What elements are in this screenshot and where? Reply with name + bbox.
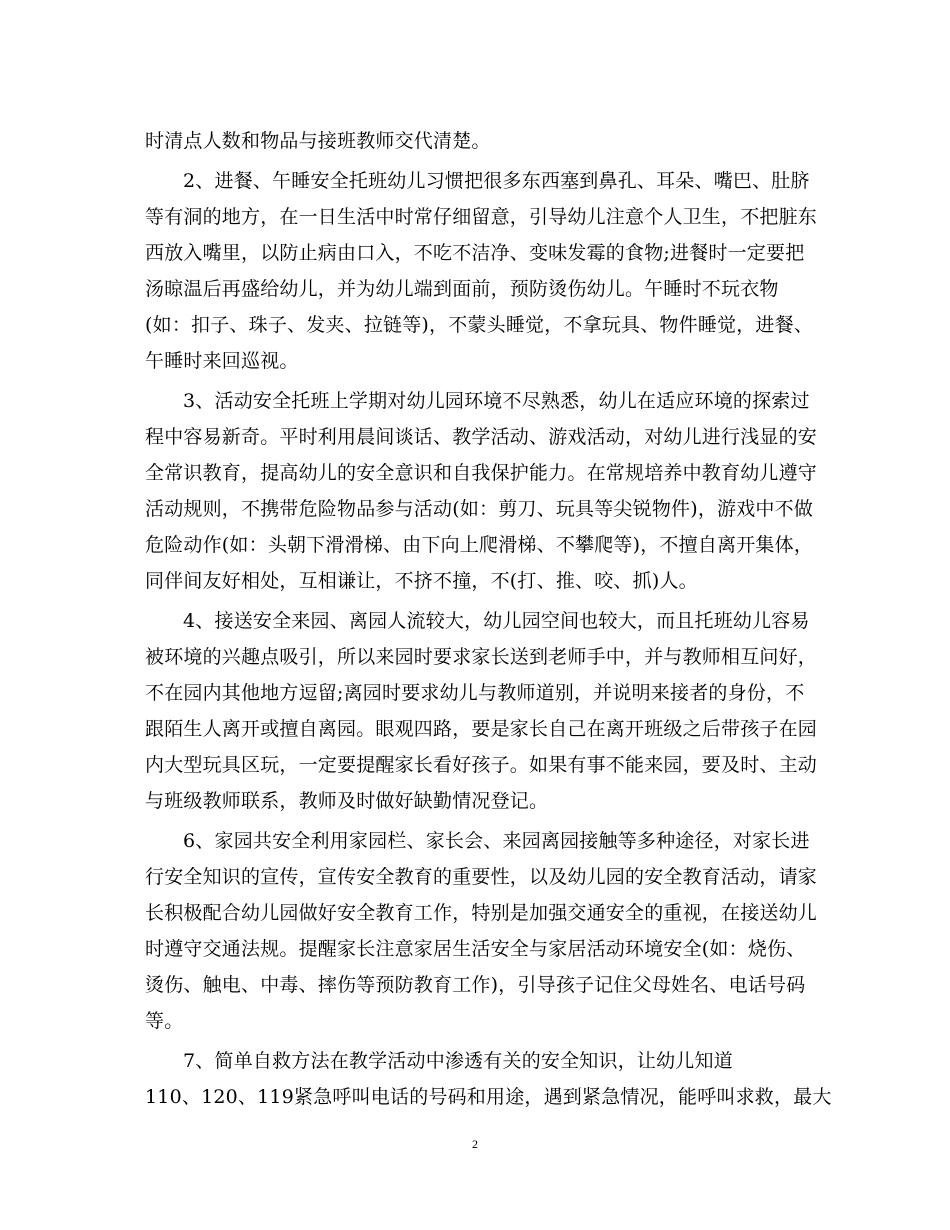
text-line: (如：扣子、珠子、发夹、拉链等)，不蒙头睡觉，不拿玩具、物件睡觉，进餐、 xyxy=(145,314,814,336)
text-line: 长积极配合幼儿园做好安全教育工作，特别是加强交通安全的重视，在接送幼儿 xyxy=(145,902,818,924)
page-number: 2 xyxy=(472,1137,478,1151)
text-line: 不在园内其他地方逗留;离园时要求幼儿与教师道别，并说明来接者的身份，不 xyxy=(145,682,805,704)
text-line: 程中容易新奇。平时利用晨间谈话、教学活动、游戏活动，对幼儿进行浅显的安 xyxy=(145,426,818,448)
text-line: 内大型玩具区玩，一定要提醒家长看好孩子。如果有事不能来园，要及时、主动 xyxy=(145,754,818,776)
text-line: 被环境的兴趣点吸引，所以来园时要求家长送到老师手中，并与教师相互问好， xyxy=(145,646,818,668)
text-line: 行安全知识的宣传，宣传安全教育的重要性，以及幼儿园的安全教育活动，请家 xyxy=(145,866,818,888)
text-line: 110、120、119紧急呼叫电话的号码和用途，遇到紧急情况，能呼叫求救，最大 xyxy=(145,1086,832,1108)
text-line: 7、简单自救方法在教学活动中渗透有关的安全知识，让幼儿知道 xyxy=(183,1050,733,1072)
text-line: 时遵守交通法规。提醒家长注意家居生活安全与家居活动环境安全(如：烧伤、 xyxy=(145,938,806,960)
text-line: 西放入嘴里，以防止病由口入，不吃不洁净、变味发霉的食物;进餐时一定要把 xyxy=(145,242,805,264)
text-line: 4、接送安全来园、离园人流较大，幼儿园空间也较大，而且托班幼儿容易 xyxy=(183,610,810,632)
text-line: 与班级教师联系，教师及时做好缺勤情况登记。 xyxy=(145,790,549,812)
text-line: 午睡时来回巡视。 xyxy=(145,350,299,372)
text-line: 时清点人数和物品与接班教师交代清楚。 xyxy=(145,130,491,152)
text-line: 汤晾温后再盛给幼儿，并为幼儿端到面前，预防烫伤幼儿。午睡时不玩衣物 xyxy=(145,278,779,300)
text-line: 全常识教育，提高幼儿的安全意识和自我保护能力。在常规培养中教育幼儿遵守 xyxy=(145,462,818,484)
text-line: 2、进餐、午睡安全托班幼儿习惯把很多东西塞到鼻孔、耳朵、嘴巴、肚脐 xyxy=(183,170,810,192)
text-line: 烫伤、触电、中毒、摔伤等预防教育工作)，引导孩子记住父母姓名、电话号码 xyxy=(145,974,806,996)
text-line: 6、家园共安全利用家园栏、家长会、来园离园接触等多种途径，对家长进 xyxy=(183,830,810,852)
text-line: 等。 xyxy=(145,1010,184,1032)
text-line: 跟陌生人离开或擅自离园。眼观四路，要是家长自己在离开班级之后带孩子在园 xyxy=(145,718,818,740)
text-line: 3、活动安全托班上学期对幼儿园环境不尽熟悉，幼儿在适应环境的探索过 xyxy=(183,390,810,412)
text-line: 危险动作(如：头朝下滑滑梯、由下向上爬滑梯、不攀爬等)，不擅自离开集体， xyxy=(145,534,814,556)
text-line: 同伴间友好相处，互相谦让，不挤不撞，不(打、推、咬、抓)人。 xyxy=(145,570,698,592)
text-line: 活动规则，不携带危险物品参与活动(如：剪刀、玩具等尖锐物件)，游戏中不做 xyxy=(145,498,814,520)
text-line: 等有洞的地方，在一日生活中时常仔细留意，引导幼儿注意个人卫生，不把脏东 xyxy=(145,206,818,228)
